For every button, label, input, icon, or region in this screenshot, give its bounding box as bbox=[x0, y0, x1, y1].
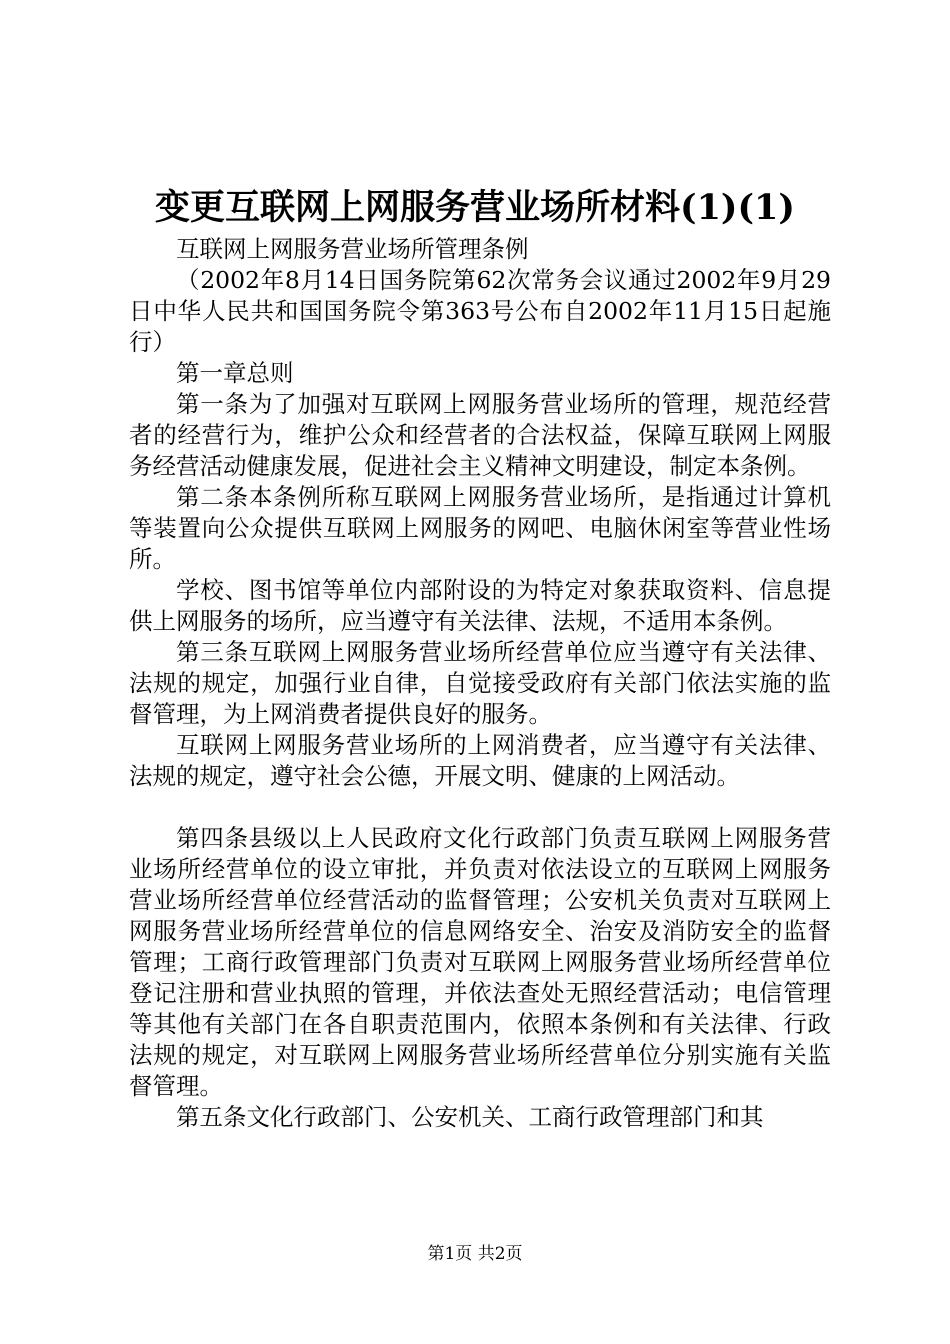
chapter-heading: 第一章总则 bbox=[176, 359, 294, 387]
article-3: 第三条互联网上网服务营业场所经营单位应当遵守有关法律、法规的规定，加强行业自律，自觉接受政府有关部门依法实施的监督管理，为上网消费者提供良好的服务。 bbox=[129, 638, 831, 728]
article-2-clause: 学校、图书馆等单位内部附设的为特定对象获取资料、信息提供上网服务的场所，应当遵守有关法律、法规，不适用本条例。 bbox=[129, 576, 831, 635]
article-1: 第一条为了加强对互联网上网服务营业场所的管理，规范经营者的经营行为，维护公众和经营者的合法权益，保障互联网上网服务经营活动健康发展，促进社会主义精神文明建设，制定本条例。 bbox=[129, 390, 831, 480]
source-note: （2002年8月14日国务院第62次常务会议通过2002年9月29日中华人民共和国国务院令第363号公布自2002年11月15日起施行） bbox=[129, 266, 831, 356]
document-body bbox=[129, 234, 831, 1133]
document-title: 变更互联网上网服务营业场所材料(1)(1) bbox=[155, 187, 795, 228]
article-2: 第二条本条例所称互联网上网服务营业场所，是指通过计算机等装置向公众提供互联网上网服务的网吧、电脑休闲室等营业性场所。 bbox=[129, 483, 831, 573]
article-5: 第五条文化行政部门、公安机关、工商行政管理部门和其 bbox=[176, 1103, 764, 1131]
article-4: 第四条县级以上人民政府文化行政部门负责互联网上网服务营业场所经营单位的设立审批，并负责对依法设立的互联网上网服务营业场所经营单位经营活动的监督管理；公安机关负责对互联网上网服务营业场所经营单位的信息网络安全、治安及消防安全的监督管理；工商行政管理部门负责对互联网上网服务营业场所经营单位登记注册和营业执照的管理，并依法查处无照经营活动；电信管理等其他有关部门在各自职责范围内，依照本条例和有关法律、行政法规的规定，对互联网上网服务营业场所经营单位分别实施有关监督管理。 bbox=[129, 824, 831, 1100]
page-number: 第1页 共2页 bbox=[427, 1244, 523, 1264]
article-3-clause: 互联网上网服务营业场所的上网消费者，应当遵守有关法律、法规的规定，遵守社会公德，开展文明、健康的上网活动。 bbox=[129, 731, 831, 790]
regulation-name: 互联网上网服务营业场所管理条例 bbox=[176, 235, 529, 263]
